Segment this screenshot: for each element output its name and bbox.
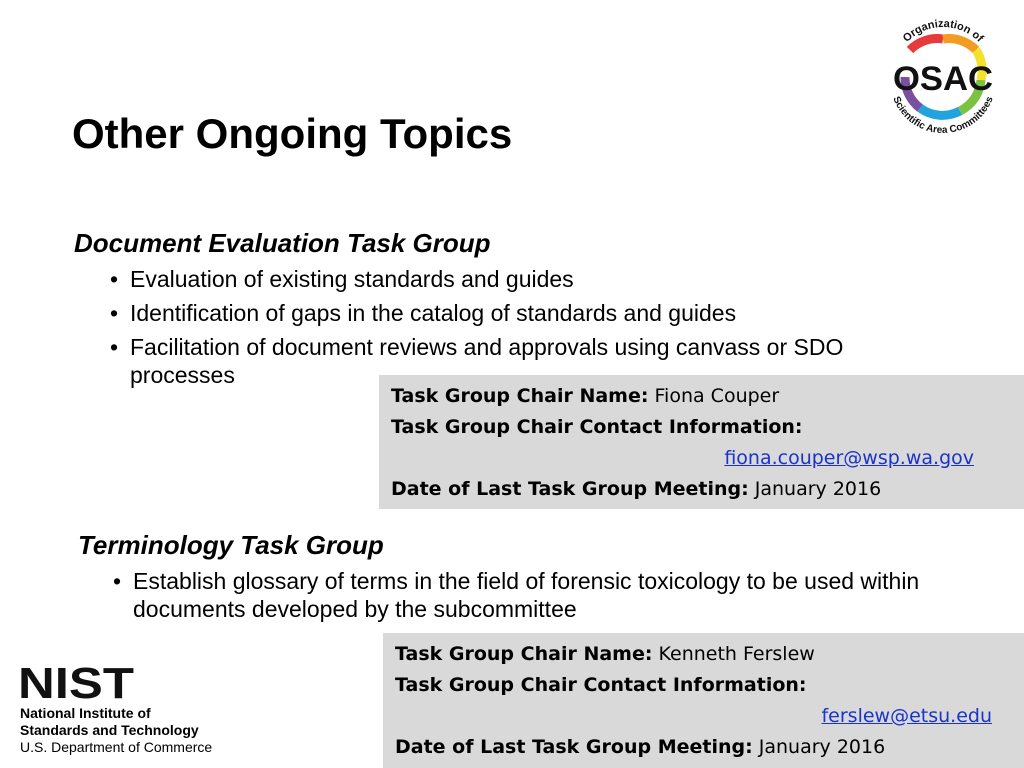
chair-name-value: Kenneth Ferslew	[658, 643, 815, 665]
chair-contact-label: Task Group Chair Contact Information:	[395, 674, 807, 696]
chair-name-line	[391, 381, 1012, 412]
nist-line-1: National Institute of	[20, 705, 151, 721]
list-item: • Facilitation of document reviews and approvals using canvass or SDO processes	[110, 334, 844, 388]
chair-contact-label: Task Group Chair Contact Information:	[391, 416, 803, 438]
bullet-text: Facilitation of document reviews and approvals using canvass or SDO processes	[130, 334, 844, 388]
terminology-heading: Terminology Task Group	[78, 530, 384, 560]
nist-logo	[18, 664, 238, 758]
osac-arc-bottom-text: Scientific Area Committees	[890, 94, 996, 137]
list-item: • Establish glossary of terms in the field of forensic toxicology to be used within documents developed by the subcommittee	[113, 568, 920, 622]
last-meeting-value: January 2016	[754, 478, 882, 500]
chair-name-line	[395, 639, 1012, 670]
chair-email-link[interactable]: fiona.couper@wsp.wa.gov	[724, 447, 974, 469]
chair-email-link[interactable]: ferslew@etsu.edu	[821, 705, 992, 727]
last-meeting-label: Date of Last Task Group Meeting:	[391, 478, 749, 500]
last-meeting-value: January 2016	[758, 736, 886, 758]
terminology-chair-info-box	[383, 633, 1024, 768]
bullet-text: Establish glossary of terms in the field of forensic toxicology to be used within documents developed by the subcommittee	[133, 568, 920, 622]
svg-text:Organization of	[901, 18, 986, 45]
last-meeting-line	[391, 474, 1012, 505]
last-meeting-line	[395, 732, 1012, 763]
osac-arc-top-text: Organization of	[900, 17, 986, 45]
chair-name-label: Task Group Chair Name:	[391, 385, 649, 407]
bullet-text: Evaluation of existing standards and guides	[130, 266, 574, 292]
terminology-bullet-list	[113, 567, 953, 623]
list-item: • Evaluation of existing standards and guides	[110, 266, 574, 292]
osac-wordmark: OSAC	[893, 60, 993, 98]
nist-line-2: Standards and Technology	[20, 722, 199, 738]
slide-title: Other Ongoing Topics	[72, 110, 513, 157]
chair-name-value: Fiona Couper	[654, 385, 780, 407]
chair-name-label: Task Group Chair Name:	[395, 643, 653, 665]
bullet-text: Identification of gaps in the catalog of standards and guides	[130, 300, 737, 326]
doc-eval-heading: Document Evaluation Task Group	[74, 228, 491, 258]
svg-text:NIST: NIST	[18, 664, 135, 702]
doc-eval-bullet-list	[110, 265, 930, 389]
osac-logo	[880, 14, 1006, 140]
nist-wordmark	[18, 664, 138, 702]
nist-line-3: U.S. Department of Commerce	[20, 739, 213, 755]
doc-eval-chair-info-box	[379, 375, 1024, 509]
list-item: • Identification of gaps in the catalog of standards and guides	[110, 300, 737, 326]
last-meeting-label: Date of Last Task Group Meeting:	[395, 736, 753, 758]
